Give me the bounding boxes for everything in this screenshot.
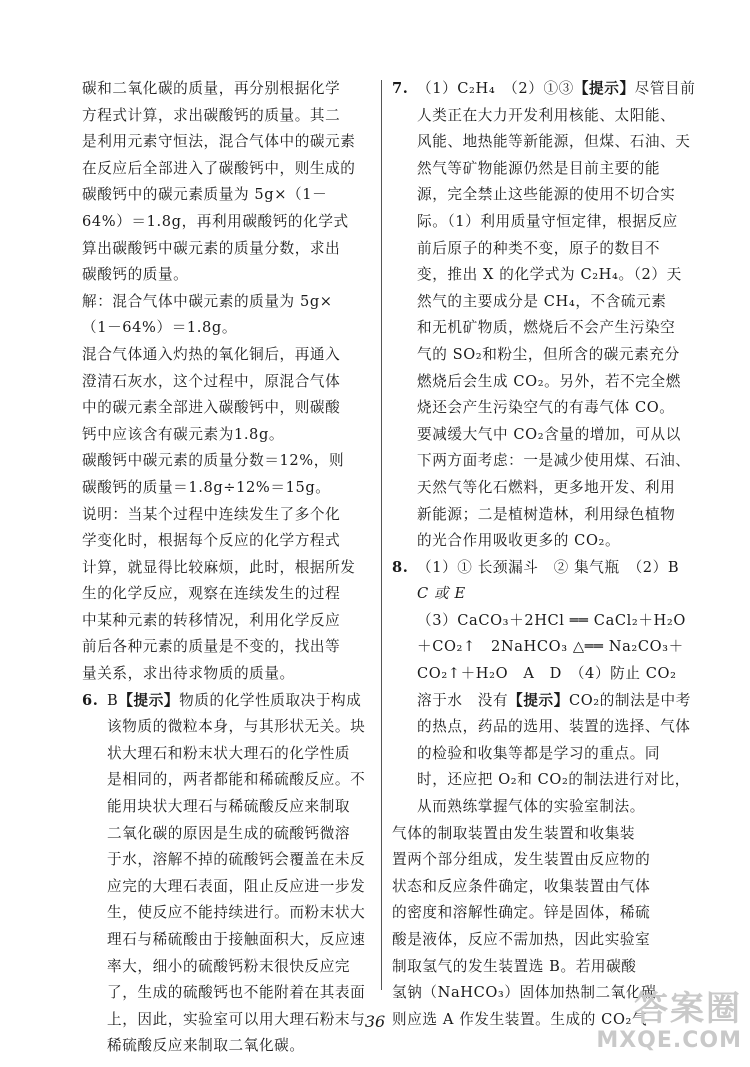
formula: C₂H₄: [457, 80, 496, 97]
equation-line: ＋CO₂↑ 2NaHCO₃ △══ Na₂CO₃＋: [417, 638, 684, 656]
answer-choice: B: [107, 691, 119, 709]
note-paragraph: 说明：当某个过程中连续发生了多个化 学变化时，根据每个反应的化学方程式 计算，就显得比较麻烦，此时，根据所发 生的化学反应，观察在连续发生的过程 中某种元素的转移情况，利用化学反应 前后各种元素的质量是不变的，找出等 量关系，求出待求物质的质量。: [82, 505, 356, 683]
question-6: 6. B【提示】物质的化学性质取决于构成 该物质的微粒本身，与其形状无关。块 状大理石和粉末状大理石的化学性质 是相同的，两者都能和稀硫酸反应。不 能用块状大理石与稀硫酸反应来制取 二氧化碳的原因是生成的硫酸钙微溶 于水，溶解不掉的硫酸钙会覆盖在未反 应完的大理石表面，阻止反应进一步发 生，使反应不能持续进行。而粉末状大 理石与稀硫酸由于接触面积大，反应速 率大，细小的硫酸钙粉末很快反应完 了，生成的硫酸钙也不能附着在其表面 上，因此，实验室可以用大理石粉末与 稀硫酸反应来制取二氧化碳。: [82, 688, 372, 1060]
question-7: 7. （1）C₂H₄ （2）①③【提示】尽管目前 人类正在大力开发利用核能、太阳能、 风能、地热能等新能源，但煤、石油、天 然气等矿物能源仍然是目前主要的能 源，完全禁止这些能源的使用不切合实 际。（1）利用质量守恒定律，根据反应 前后原子的种类不变，原子的数目不 变，推出 X 的化学式为 C₂H₄。（2）天 然气的主要成分是 CH₄，不含硫元素 和无机矿物质，燃烧后不会产生污染空 气的 SO₂和粉尘，但所含的碳元素充分 燃烧后会生成 CO₂。另外，若不完全燃 烧还会产生污染空气的有毒气体 CO。 要减缓大气中 CO₂含量的增加，可从以 下两方面考虑：一是减少使用煤、石油、 天然气等化石燃料，更多地开发、利用 新能源；二是植树造林，利用绿色植物 的光合作用吸收更多的 CO₂。: [392, 76, 688, 555]
hint-label: 【提示】: [573, 80, 635, 97]
column-divider: [381, 80, 382, 990]
question-number: 7.: [392, 80, 409, 97]
question-number: 8.: [392, 558, 409, 576]
page-number: 36: [364, 1012, 386, 1031]
hint-label: 【提示】: [508, 691, 569, 709]
calculation-paragraph: 碳酸钙中碳元素的质量分数＝12%，则 碳酸钙的质量＝1.8g÷12%＝15g。: [82, 452, 345, 496]
solution-paragraph: 解：混合气体中碳元素的质量为 5g× （1－64%）＝1.8g。: [82, 292, 333, 337]
site-watermark: [572, 989, 742, 1059]
watermark-logo-text: 答案圈: [634, 989, 742, 1029]
right-column: [392, 76, 696, 1033]
question-8: 8. （1）① 长颈漏斗 ② 集气瓶 （2）B C 或 E （3）CaCO₃＋2HCl ══ CaCl₂＋H₂O ＋CO₂↑ 2NaHCO₃ △══ Na₂CO₃＋ CO₂↑＋H₂O A D （4）防止 CO₂ 溶于水 没有【提示】CO₂的制法是中考 的热点，药品的选用、装置的选择、气体 的检验和收集等都是学习的重点。同 时，还应把 O₂和 CO₂的制法进行对比， 从而熟练掌握气体的实验室制法。: [392, 555, 688, 821]
watermark-url: MXQE.COM: [596, 1028, 742, 1053]
hint-label: 【提示】: [118, 691, 180, 709]
process-paragraph: 混合气体通入灼热的氧化铜后，再通入 澄清石灰水，这个过程中，原混合气体 中的碳元素全部进入碳酸钙中，则碳酸 钙中应该含有碳元素为1.8g。: [82, 345, 341, 443]
left-column: [82, 76, 372, 1060]
left-intro-paragraph: 碳和二氧化碳的质量，再分别根据化学 方程式计算，求出碳酸钙的质量。其二 是利用元素守恒法，混合气体中的碳元素 在反应后全部进入了碳酸钙中，则生成的 碳酸钙中的碳元素质量为 5g×（1－ 64%）＝1.8g，再利用碳酸钙的化学式 算出碳酸钙中碳元素的质量分数，求出 碳酸钙的质量。: [82, 80, 356, 284]
equation-line: （3）CaCO₃＋2HCl ══ CaCl₂＋H₂O: [417, 611, 686, 629]
question-8-continued: 气体的制取装置由发生装置和收集装 置两个部分组成，发生装置由反应物的 状态和反应条件确定，收集装置由气体 的密度和溶解性确定。锌是固体，稀硫 酸是液体，反应不需加热，因此实验室 制取氢气的发生装置选 B。若用碳酸 氢钠（NaHCO₃）固体加热制二氧化碳， 则应选 A 作发生装置。生成的 CO₂气: [392, 824, 672, 1028]
question-number: 6.: [82, 691, 99, 709]
